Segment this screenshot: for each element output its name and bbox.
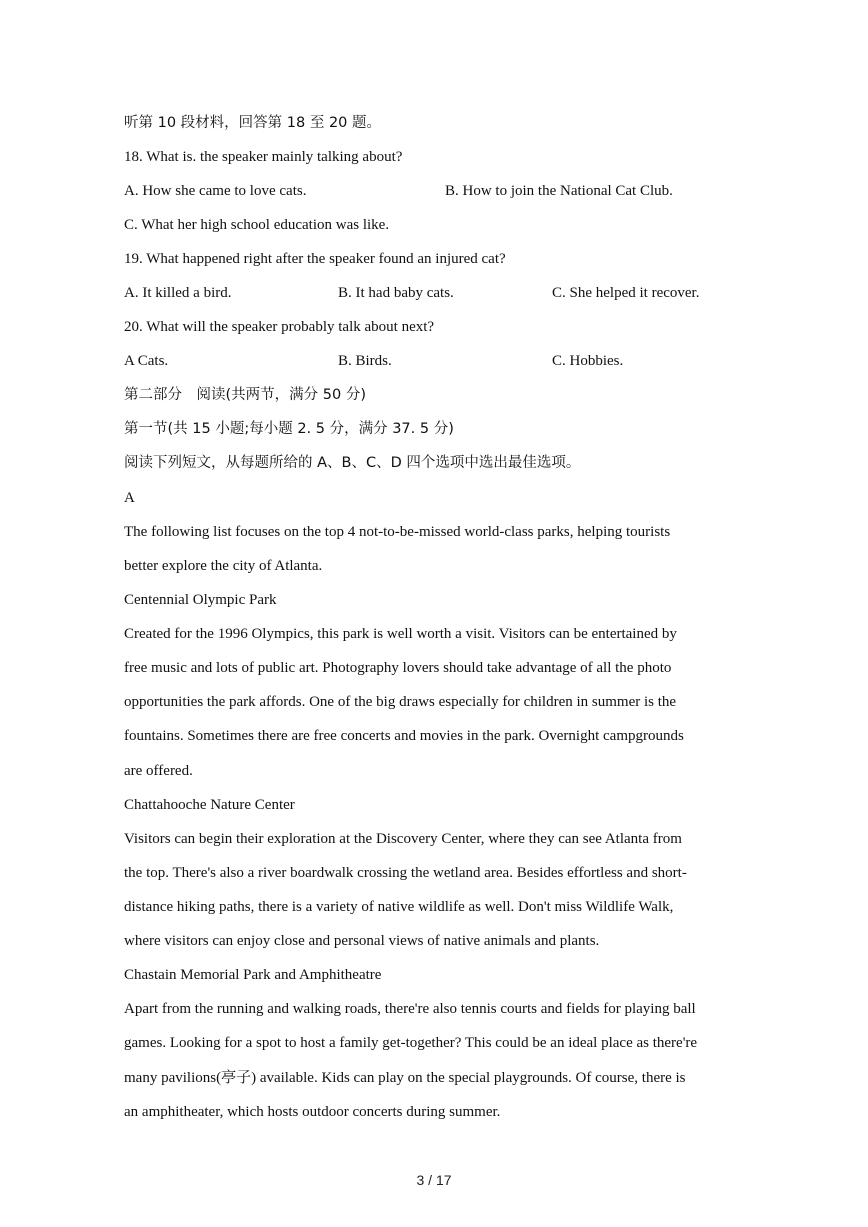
park-heading: Centennial Olympic Park xyxy=(124,592,277,608)
paragraph-line: many pavilions(亭子) available. Kids can play on the special playgrounds. Of course, there is xyxy=(124,1070,686,1086)
question-18-option-c: C. What her high school education was like. xyxy=(124,217,390,233)
page-number: 3 / 17 xyxy=(416,1172,452,1188)
paragraph-line: Apart from the running and walking roads, there're also tennis courts and fields for playing ball xyxy=(124,1001,696,1017)
paragraph-line: free music and lots of public art. Photography lovers should take advantage of all the photo xyxy=(124,660,672,676)
paragraph-line: Created for the 1996 Olympics, this park is well worth a visit. Visitors can be entertained by xyxy=(124,626,677,642)
question-20-option-b: B. Birds. xyxy=(338,353,392,369)
section-intro: 听第 10 段材料，回答第 18 至 20 题。 xyxy=(124,115,382,131)
intro-line: better explore the city of Atlanta. xyxy=(124,558,323,574)
question-18-option-b: B. How to join the National Cat Club. xyxy=(445,183,673,199)
paragraph-line: the top. There's also a river boardwalk crossing the wetland area. Besides effortless and short- xyxy=(124,865,687,881)
park-heading: Chattahooche Nature Center xyxy=(124,797,295,813)
part2-heading: 第二部分 阅读(共两节，满分 50 分) xyxy=(124,387,366,403)
question-18-option-a: A. How she came to love cats. xyxy=(124,183,307,199)
intro-line: The following list focuses on the top 4 not-to-be-missed world-class parks, helping tourists xyxy=(124,524,671,540)
paragraph-line: where visitors can enjoy close and personal views of native animals and plants. xyxy=(124,933,600,949)
section1-heading: 第一节(共 15 小题;每小题 2. 5 分，满分 37. 5 分) xyxy=(124,421,454,437)
paragraph-line: fountains. Sometimes there are free concerts and movies in the park. Overnight campgrounds xyxy=(124,728,684,744)
paragraph-line: games. Looking for a spot to host a family get-together? This could be an ideal place as there're xyxy=(124,1035,698,1051)
paragraph-line: an amphitheater, which hosts outdoor concerts during summer. xyxy=(124,1104,501,1120)
question-20-stem: 20. What will the speaker probably talk about next? xyxy=(124,319,435,335)
paragraph-line: Visitors can begin their exploration at the Discovery Center, where they can see Atlanta from xyxy=(124,831,682,847)
question-19-option-a: A. It killed a bird. xyxy=(124,285,232,301)
question-19-option-b: B. It had baby cats. xyxy=(338,285,454,301)
paragraph-line: opportunities the park affords. One of the big draws especially for children in summer is the xyxy=(124,694,677,710)
question-18-stem: 18. What is. the speaker mainly talking about? xyxy=(124,149,403,165)
reading-instruction: 阅读下列短文，从每题所给的 A、B、C、D 四个选项中选出最佳选项。 xyxy=(124,455,581,471)
question-20-option-a: A Cats. xyxy=(124,353,169,369)
paragraph-line: distance hiking paths, there is a variety of native wildlife as well. Don't miss Wildlife Walk, xyxy=(124,899,674,915)
paragraph-line: are offered. xyxy=(124,763,193,779)
question-19-option-c: C. She helped it recover. xyxy=(552,285,700,301)
question-19-stem: 19. What happened right after the speaker found an injured cat? xyxy=(124,251,506,267)
park-heading: Chastain Memorial Park and Amphitheatre xyxy=(124,967,382,983)
passage-label: A xyxy=(124,490,135,506)
question-20-option-c: C. Hobbies. xyxy=(552,353,624,369)
